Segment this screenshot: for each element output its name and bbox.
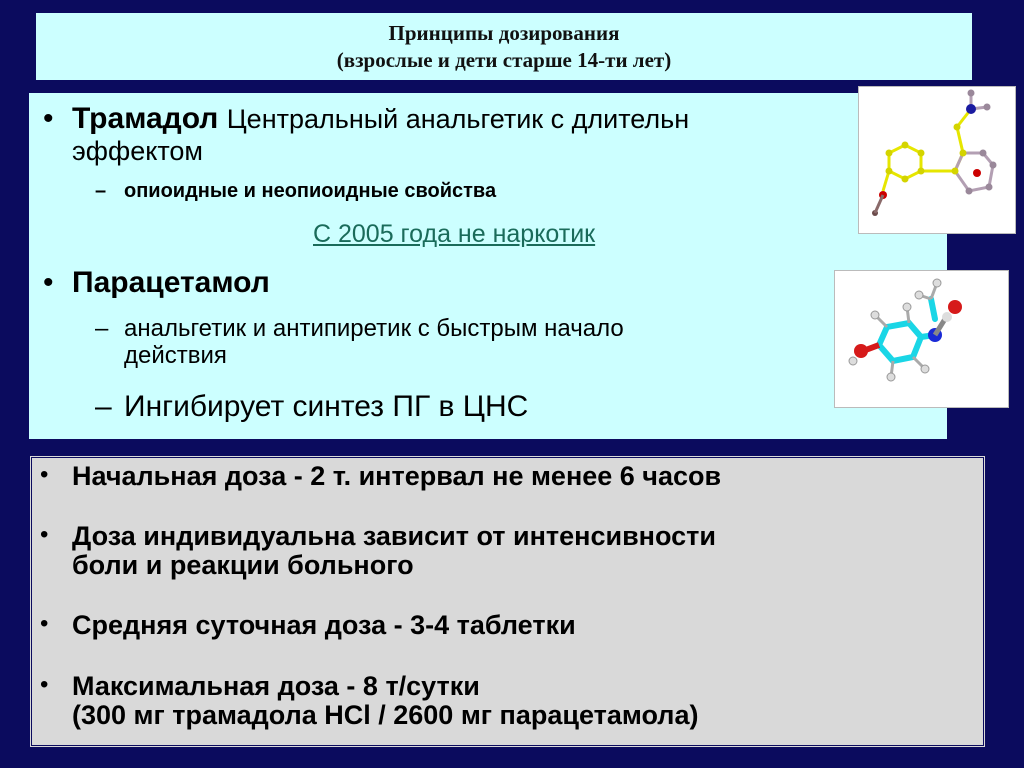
tramadol-molecule-icon: [859, 87, 1015, 233]
title-line-2: (взрослые и дети старше 14-ти лет): [336, 47, 672, 72]
bullet-dot: •: [43, 266, 54, 299]
tramadol-subitem: опиоидные и неопиоидные свойства: [124, 180, 497, 202]
slide-title: [36, 13, 972, 80]
tramadol-name: Трамадол: [72, 102, 219, 135]
bullet-dot: •: [43, 102, 54, 135]
tramadol-status-link[interactable]: С 2005 года не наркотик: [313, 220, 596, 248]
paracetamol-subitem-1: анальгетик и антипиретик с быстрым начало: [124, 315, 624, 342]
paracetamol-name: Парацетамол: [72, 266, 270, 299]
bullet-dot: •: [40, 521, 49, 548]
dosage-individual-cont: боли и реакции больного: [72, 550, 414, 580]
dosage-average: Средняя суточная доза - 3-4 таблетки: [72, 610, 576, 640]
dosage-initial: Начальная доза - 2 т. интервал не менее 6 часов: [72, 461, 722, 491]
bullet-dot: •: [40, 671, 49, 698]
paracetamol-subitem-2: Ингибирует синтез ПГ в ЦНС: [124, 390, 529, 423]
paracetamol-subitem-1-cont: действия: [124, 342, 227, 369]
drug-description-panel: [29, 93, 947, 439]
paracetamol-molecule-image: [834, 270, 1009, 408]
dash-marker: –: [95, 315, 109, 342]
dosage-maximum: Максимальная доза - 8 т/сутки: [72, 671, 480, 701]
tramadol-desc-cont: эффектом: [72, 136, 203, 166]
paracetamol-molecule-icon: [835, 271, 1008, 407]
dosage-panel: [29, 455, 986, 748]
tramadol-molecule-image: [858, 86, 1016, 234]
dash-marker: –: [95, 390, 112, 423]
dash-marker: –: [95, 180, 107, 202]
tramadol-desc: Центральный анальгетик с длительн: [226, 104, 690, 134]
bullet-dot: •: [40, 461, 49, 488]
tramadol-line: [72, 102, 689, 136]
dosage-individual: Доза индивидуальна зависит от интенсивности: [72, 521, 716, 551]
title-line-1: Принципы дозирования: [388, 20, 620, 45]
dosage-maximum-cont: (300 мг трамадола HCl / 2600 мг парацетамола): [72, 700, 699, 730]
bullet-dot: •: [40, 610, 49, 637]
